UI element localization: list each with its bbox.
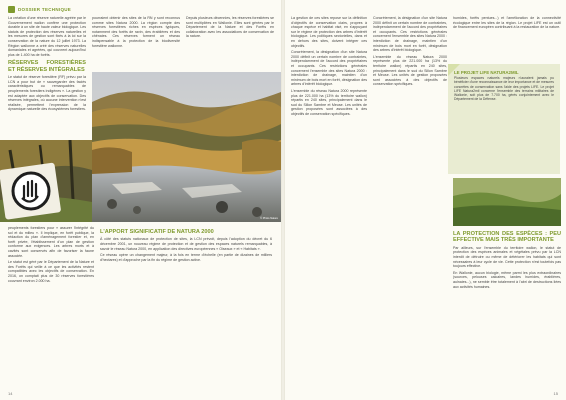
right-col1b-text: Concrètement, la désignation d'un site Natura 2000 définit un certain nombre de contraintes, indépendamment de l'accord des propriétaires et occupants. Ces restrictions générales concernent l'ensemble des sites Natura 2000 : interdiction de drainage, maintien d'un minimum de bois mort en forêt, désignation des arbres d'intérêt biologique. [291,50,367,87]
protection-section [453,228,561,388]
left-col1-bottom [8,226,94,386]
right-col2b-text: L'ensemble du réseau Natura 2000 représente plus de 221.000 ha (13% du territoire wallon) répartis en 240 sites, principalement dans le sud du Sillon Sambre et Meuse. Les unités de gestion proposées sont associées à des objectifs de conservation spécifiques. [373,54,447,87]
natura-text: À côté des statuts nationaux de protection de sites, la LCN prévoit, depuis l'adoption du décret du 6 décembre 2001, un nouveau régime de protection et de gestion des espaces naturels remarquables, à savoir le réseau Natura 2000, en application des directives européennes « Oiseaux » et « Habitats ». [100,237,272,251]
right-col1c-text: L'ensemble du réseau Natura 2000 représente plus de 221.000 ha (13% du territoire wallon) répartis en 240 sites, principalement dans le sud du Sillon Sambre et Meuse. Les unités de gestion proposées sont associées à des objectifs de conservation spécifiques. [291,88,367,116]
protection-section-title: LA PROTECTION DES ESPÈCES : PEU EFFECTIVE MAIS TRÈS IMPORTANTE [453,231,561,244]
dossier-header [8,6,71,13]
right-col2 [373,16,447,386]
river-forest-photo [92,72,281,222]
left-lower-text: peuplements forestiers pour « assurer l'intégrité du sol et du milieu ». Il implique, en forêt publique, la rédaction du plan d'aménagement forestier et, en forêt privée, l'établissement d'un plan de gestion conforme aux exigences. Les arbres morts et à cavités sont conservés afin de favoriser la faune associée. [8,226,94,258]
sidebar-title: LE PROJET LIFE NATURA2MIL [454,70,519,75]
natura-section-title: L'APPORT SIGNIFICATIF DE NATURA 2000 [100,229,214,235]
protection-text: Par ailleurs, sur l'ensemble du territoire wallon, le statut de protection des espèces animales et végétales prévu par la LCN interdit de détruire ou même de détériorer les habitats qui sont nécessaires à leur cycle de vie. Cette protection n'est toutefois pas toujours effective. [453,245,561,269]
stop-hand-sticker [0,160,62,222]
left-page [0,0,281,400]
left-col3-top [186,16,274,72]
right-col1-text: La gestion de ces sites repose sur la définition d'objectifs de conservation clairs, propres à chaque espèce et habitat visé, en s'appuyant sur le régime de protection des arbres d'intérêt biologique. Les politiques sectorielles, dans et en dehors des sites, doivent intégrer ces objectifs. [291,16,367,48]
right-page-number: 15 [553,391,558,396]
photo-credit: © Photo Nature [260,217,278,220]
right-col2-text: Concrètement, la désignation d'un site Natura 2000 définit un certain nombre de contraintes, indépendamment de l'accord des propriétaires et occupants. Ces restrictions générales concernent l'ensemble des sites Natura 2000 : interdiction de drainage, maintien d'un minimum de bois mort en forêt, désignation des arbres d'intérêt biologique. [373,16,447,53]
stop-hand-sticker-icon [0,160,62,222]
life-project-sidebar [448,64,560,174]
right-col1 [291,16,367,386]
left-col2-text: pourraient obtenir des sites de la RN y sont reconnus comme sites Natura 2000. La région compte des réserves forestières riches en espèces typiques, notamment des forêts de ravin, des érablières et des chênaies. Ces réserves forment un réseau indispensable à la protection de la biodiversité forestière wallonne. [92,16,180,48]
reserves-section-title: RÉSERVES FORESTIÈRES ET RÉSERVES INTÉGRALES [8,60,86,73]
river-landscape-illustration [92,72,281,222]
natura-section [100,226,272,386]
right-col3-top [453,16,561,60]
wetland-illustration [453,178,561,226]
left-col1-top [8,16,86,144]
natura-text2: Ce réseau opère un changement majeur, à la fois en terme d'échelle (en partie de dizaines de milliers d'hectares) et d'approche par la fin du régime de gestion active. [100,253,272,262]
left-lower-text2: Le statut est géré par le Département de la Nature et des Forêts qui veille à ce que les activités restent compatibles avec les objectifs de conservation. En 2016, on comptait plus de 30 réserves forestières couvrant environ 2.000 ha. [8,260,94,283]
reserves-text: Le statut de réserve forestière (RF) prévu par la LCN a pour but de « sauvegarder des faciès caractéristiques ou remarquables de peuplements forestiers indigènes ». La gestion y est adaptée aux objectifs de conservation. Des réserves intégrales, où aucune intervention n'est réalisée, permettent l'expression de la dynamique naturelle des écosystèmes forestiers. [8,75,86,112]
left-intro-text: La création d'une réserve naturelle agréée par le Gouvernement wallon confère une protection durable à un site de haute valeur biologique. Les statuts de protection des réserves naturelles et les mesures de gestion sont fixés à la loi sur la conservation de la nature du 12 juillet 1973. La Région wallonne a créé des réserves naturelles domaniales et agréées, qui couvrent aujourd'hui plus de 1.400 ha de forêts. [8,16,86,57]
left-col2-top [92,16,180,72]
right-col3-text: humides, forêts pentues...) et l'amélioration de la connectivité écologique entre les sites de la région. Le projet LIFE est un outil de financement européen contribuant à la restauration de la nature. [453,16,561,30]
left-col3-text: Depuis plusieurs décennies, les réserves forestières se sont multipliées en Wallonie. Elles sont gérées par le Département de la Nature et des Forêts en collaboration avec les associations de conservation de la nature. [186,16,274,39]
dossier-label: DOSSIER TECHNIQUE [18,7,72,12]
dossier-marker-icon [8,6,15,13]
protection-text2: En Wallonie, aucun biologie, même parmi les plus extraordinaires (sources, pelouses calcaires, landes humides, érablières, aulnaies...), ne semble être totalement à l'abri de destructions liées aux activités humaines. [453,270,561,289]
sidebar-text: Plusieurs espaces naturels majeurs n'auraient jamais pu bénéficier d'une reconnaissance de leur importance et de mesures concrètes de conservation sans l'aide des projets LIFE. Le projet LIFE Natura2mil concerne l'ensemble des terrains militaires de Wallonie, soit plus de 7.700 ha, gérés conjointement avec le Département de la Défense. [454,76,554,102]
left-page-number: 14 [8,391,13,396]
wetland-photo [453,178,561,226]
